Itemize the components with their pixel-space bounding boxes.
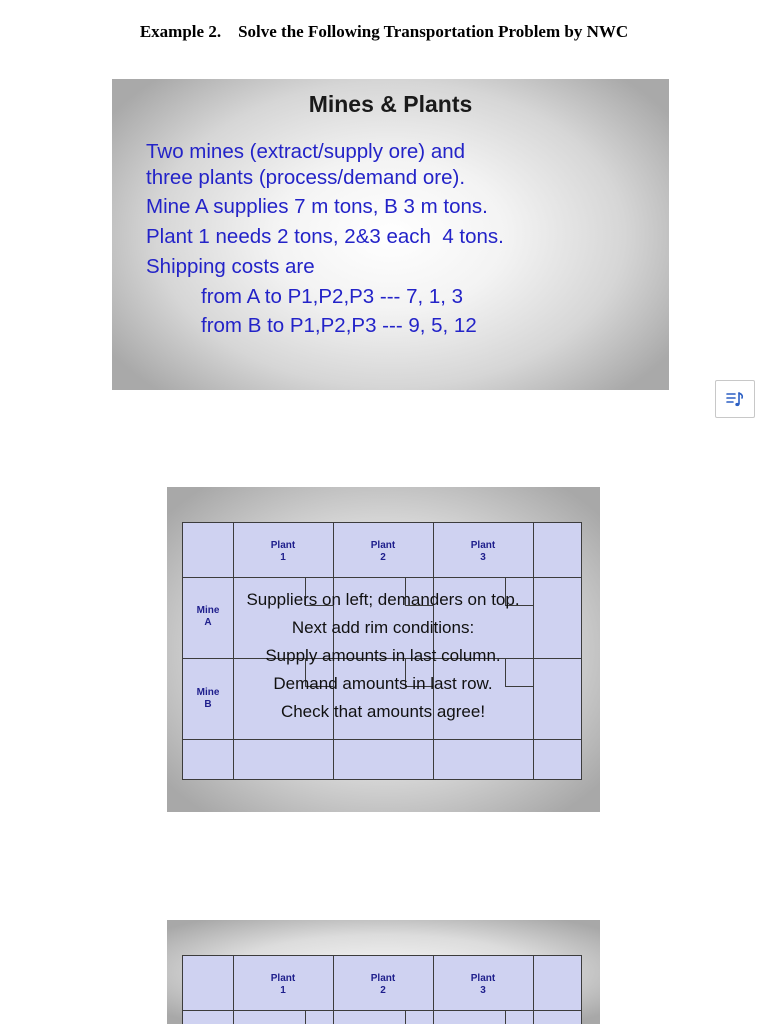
page-heading: Example 2. Solve the Following Transportation Problem by NWC (139, 22, 629, 41)
column-header-plant-1: Plant 1 (270, 540, 296, 563)
column-header-plant-3: Plant 3 (470, 540, 496, 563)
slide-text-line-indented: from B to P1,P2,P3 --- 9, 5, 12 (201, 314, 477, 337)
transportation-table (182, 522, 582, 780)
music-note-list-icon[interactable] (715, 380, 755, 418)
slide-mines-and-plants (112, 79, 669, 390)
column-header-plant-3: Plant 3 (470, 973, 496, 996)
column-header-plant-2: Plant 2 (370, 540, 396, 563)
slide-explanation-text: Suppliers on left; demanders on top. Next add rim conditions: Supply amounts in last column. Demand amounts in last row. Check that amounts agree! (246, 590, 520, 721)
slide-text-line: Shipping costs are (146, 255, 315, 278)
slide-transportation-table (167, 487, 600, 812)
slide-text-line-indented: from A to P1,P2,P3 --- 7, 1, 3 (201, 285, 464, 308)
column-header-plant-2: Plant 2 (370, 973, 396, 996)
row-header-mine-b: Mine B (196, 687, 220, 710)
transportation-table (182, 955, 582, 1024)
column-header-plant-1: Plant 1 (270, 973, 296, 996)
slide-transportation-table-2 (167, 920, 600, 1024)
slide-text-line: three plants (process/demand ore). (146, 166, 466, 189)
slide-title: Mines & Plants (308, 91, 473, 117)
slide-text-line: Mine A supplies 7 m tons, B 3 m tons. (146, 195, 488, 218)
row-header-mine-a: Mine A (196, 605, 220, 628)
slide-text-line: Two mines (extract/supply ore) and (146, 140, 466, 163)
slide-text-line: Plant 1 needs 2 tons, 2&3 each 4 tons. (146, 225, 504, 248)
